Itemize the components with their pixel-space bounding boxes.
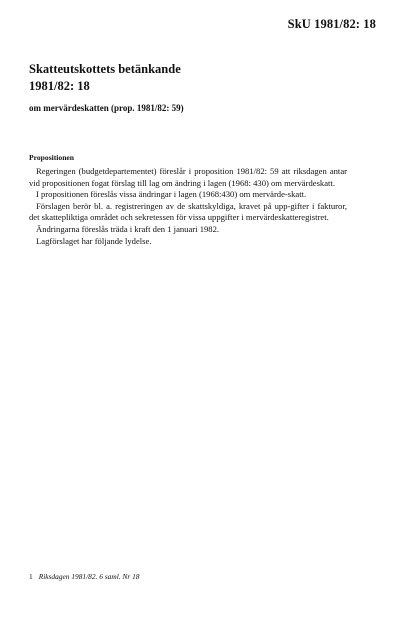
paragraph: I propositionen föreslås vissa ändringar i lagen (1968:430) om mervärde-skatt. bbox=[36, 189, 307, 200]
paragraph: Regeringen (budgetdepartementet) föreslår i proposition 1981/82: 59 att riksdagen antar vid propositionen fogat förslag till lag om ändring i lagen (1968: 430) om mervärdeskatt. bbox=[29, 166, 347, 188]
report-title: Skatteutskottets betänkande bbox=[29, 62, 181, 76]
section-heading: Propositionen bbox=[29, 153, 75, 162]
paragraph: Lagförslaget har följande lydelse. bbox=[36, 235, 152, 246]
section-body bbox=[29, 166, 347, 247]
document-id: SkU 1981/82: 18 bbox=[287, 17, 376, 31]
paragraph: Förslagen berör bl. a. registreringen av de skattskyldiga, kravet på upp-gifter i fakturor, det skattepliktiga området och sekretessen för vissa uppgifter i mervärdeskatteregistret. bbox=[29, 200, 347, 223]
report-number: 1981/82: 18 bbox=[29, 79, 90, 93]
report-subtitle: om mervärdeskatten (prop. 1981/82: 59) bbox=[29, 103, 184, 113]
page-footer bbox=[29, 572, 140, 581]
paragraph: Ändringarna föreslås träda i kraft den 1 januari 1982. bbox=[36, 223, 220, 234]
page-number: 1 bbox=[29, 572, 33, 581]
footer-text: Riksdagen 1981/82. 6 saml. Nr 18 bbox=[38, 572, 140, 581]
